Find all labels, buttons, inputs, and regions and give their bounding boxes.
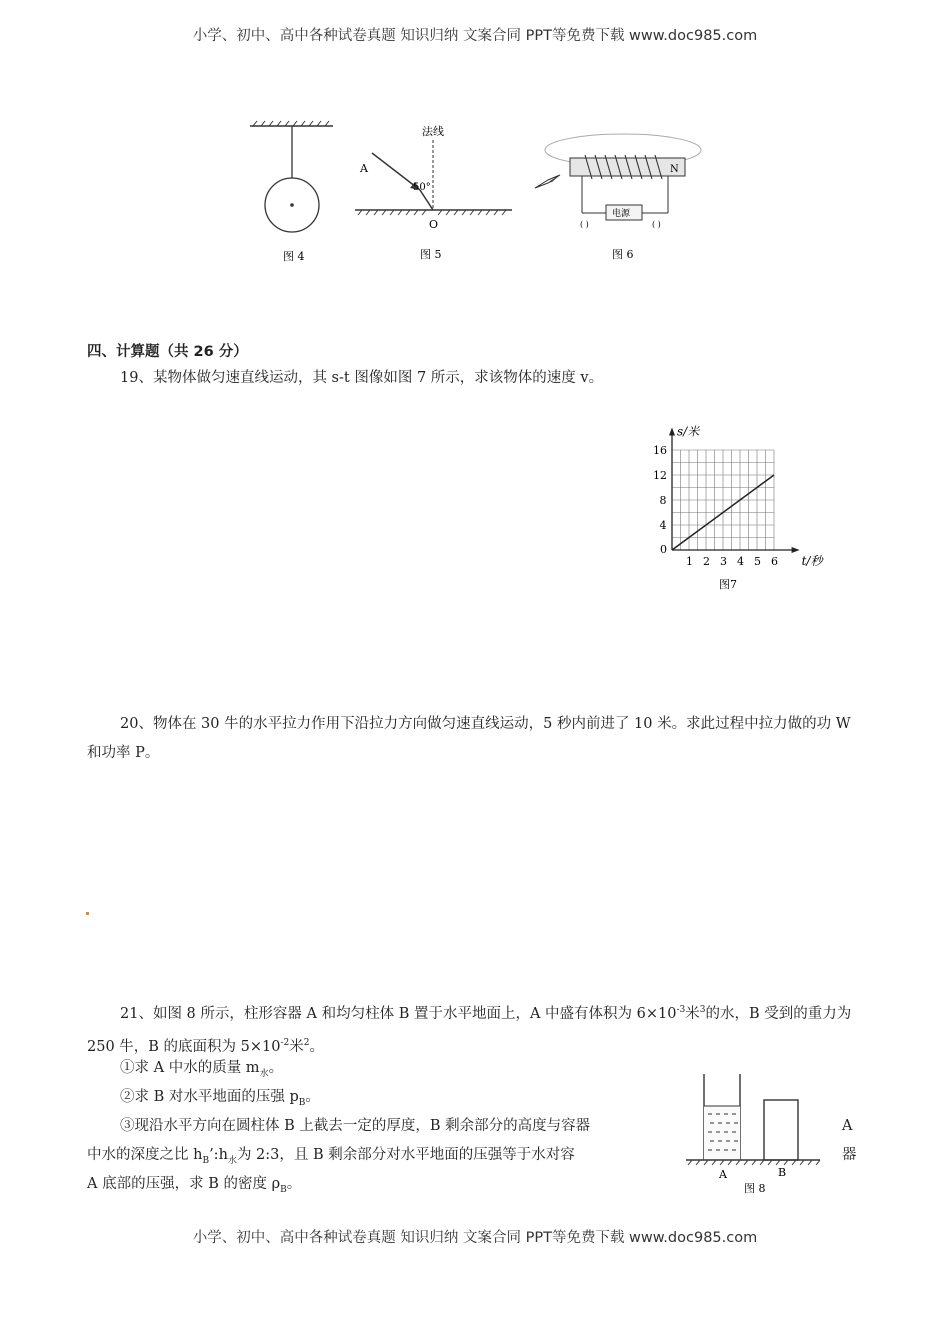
fig5-angle-label: 50° <box>413 182 431 193</box>
q21-text-b: 米 <box>685 1005 700 1022</box>
q21-part3-l2-c: 为 2:3，且 B 剩余部分对水平地面的压强等于水对容 <box>236 1147 575 1163</box>
chart-origin-label: 0 <box>660 543 667 556</box>
q21-text-d: 米 <box>289 1038 304 1055</box>
fig5-normal-label: 法线 <box>422 125 444 138</box>
fig5-caption: 图 5 <box>420 248 442 261</box>
q21-text-c: 的水，B 受到的重力为 250 牛，B 的底面积为 5×10 <box>87 1005 852 1055</box>
chart-x-tick-label: 3 <box>720 555 727 568</box>
figure-7-chart <box>650 408 830 603</box>
page-footer: 小学、初中、高中各种试卷真题 知识归纳 文案合同 PPT等免费下载 www.doc985.com <box>192 1230 758 1246</box>
q21-exp-2: 3 <box>699 1005 706 1015</box>
q21-part3-l2-sub2: 水 <box>227 1155 237 1166</box>
question-21-part-3-line-1: ③现沿水平方向在圆柱体 B 上截去一定的厚度，B 剩余部分的高度与容器 <box>120 1118 591 1134</box>
chart-y-tick-label: 12 <box>653 469 667 482</box>
figure-6 <box>530 125 710 268</box>
question-20: 20、物体在 30 牛的水平拉力作用下沿拉力方向做匀速直线运动，5 秒内前进了 10 米。求此过程中拉力做的功 W 和功率 P。 <box>87 716 851 761</box>
fig8-label-b: B <box>778 1166 787 1179</box>
fig4-caption: 图 4 <box>283 250 305 263</box>
chart-y-axis-arrow <box>669 428 675 436</box>
chart-x-axis-label: t/秒 <box>801 554 823 568</box>
q21-part2-end: 。 <box>305 1089 320 1105</box>
q21-text-e: 。 <box>309 1038 324 1055</box>
fig5-ray-label: A <box>360 162 368 175</box>
chart-y-tick-label: 16 <box>653 444 667 457</box>
q21-part3-l3-a: A 底部的压强，求 B 的密度 ρ <box>87 1176 281 1192</box>
q21-exp-4: 2 <box>303 1037 310 1048</box>
q21-part3-l3-b: 。 <box>286 1176 302 1192</box>
section-4-title: 四、计算题（共 26 分） <box>87 344 248 360</box>
q21-part3-tail-2: 器 <box>842 1147 857 1163</box>
q21-part3-l2-a: 中水的深度之比 h <box>87 1147 203 1163</box>
chart-x-tick-label: 1 <box>686 555 693 568</box>
figure-5 <box>350 118 520 268</box>
chart-y-tick-label: 8 <box>659 494 667 507</box>
fig6-right-terminal: ( ) <box>652 220 661 229</box>
q21-part3-l2-b: ’:h <box>209 1147 228 1163</box>
q21-part3-tail-1: A <box>842 1118 853 1134</box>
chart-x-tick-label: 5 <box>754 555 761 568</box>
orange-dot-mark <box>86 912 89 915</box>
fig6-caption: 图 6 <box>612 248 634 261</box>
q21-part3-l3-sub: B <box>280 1184 287 1195</box>
chart-x-axis-arrow <box>792 547 800 553</box>
fig6-left-terminal: ( ) <box>580 220 589 229</box>
q21-part1-sub: 水 <box>259 1068 269 1079</box>
q21-part2-text: ②求 B 对水平地面的压强 p <box>120 1089 299 1105</box>
question-19: 19、某物体做匀速直线运动，其 s-t 图像如图 7 所示，求该物体的速度 v。 <box>120 370 604 386</box>
q21-part1-end: 。 <box>268 1060 284 1076</box>
chart-x-tick-label: 4 <box>737 555 744 568</box>
chart-x-tick-label: 6 <box>771 555 778 568</box>
question-21-part-3-line-3 <box>87 1170 687 1205</box>
fig8-label-a: A <box>719 1168 727 1181</box>
q21-exp-1: -3 <box>676 1005 686 1015</box>
q21-exp-3: -2 <box>280 1037 290 1048</box>
figure-8 <box>682 1068 824 1196</box>
q21-text-a: 21、如图 8 所示，柱形容器 A 和均匀柱体 B 置于水平地面上，A 中盛有体积为 6×10 <box>120 1005 677 1022</box>
figure-4 <box>245 118 345 268</box>
page-header: 小学、初中、高中各种试卷真题 知识归纳 文案合同 PPT等免费下载 www.doc985.com <box>192 28 758 44</box>
q21-part1-text: ①求 A 中水的质量 m <box>120 1060 260 1076</box>
chart-x-tick-label: 2 <box>703 555 710 568</box>
fig6-power-label: 电源 <box>612 209 631 219</box>
chart-y-axis-label: s/米 <box>677 424 700 439</box>
fig7-caption: 图7 <box>719 578 737 591</box>
question-21-stem <box>87 996 867 1062</box>
q21-part2-sub: B <box>298 1097 306 1108</box>
q21-part3-l2-sub1: B <box>202 1155 210 1166</box>
fig6-pole-label: N <box>670 164 679 175</box>
chart-y-tick-label: 4 <box>659 519 667 532</box>
compass-needle-icon <box>535 175 560 188</box>
fig8-caption: 图 8 <box>744 1182 766 1195</box>
fig5-point-label: O <box>429 218 439 231</box>
